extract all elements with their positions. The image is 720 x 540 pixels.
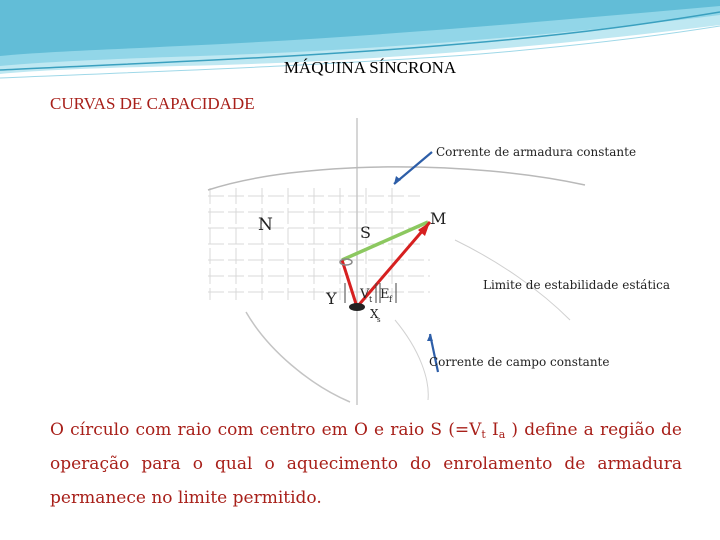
- label-ef: E: [380, 287, 390, 302]
- origin-point: [349, 303, 365, 311]
- slide-subtitle: CURVAS DE CAPACIDADE: [50, 94, 255, 113]
- label-field-constant: Corrente de campo constante: [429, 355, 610, 369]
- label-y: Y: [326, 289, 337, 308]
- label-ef-sub: f: [389, 295, 392, 304]
- label-vt-sub: t: [369, 295, 373, 304]
- para-mid: I: [485, 420, 499, 440]
- para-ia-sub: a: [498, 428, 506, 441]
- label-vt: V: [360, 287, 370, 302]
- label-xs: X: [370, 307, 379, 321]
- para-part2: ) define a região de operação para o qual o aquecimento do enrolamento de armadura permanece no limite permitido.: [50, 420, 682, 508]
- field-pointer-head: [427, 334, 433, 341]
- label-n: N: [258, 215, 273, 235]
- explanation-paragraph: [50, 413, 682, 515]
- red-vector-vt: [342, 260, 357, 307]
- armature-pointer-head: [394, 176, 401, 184]
- slide-title: MÁQUINA SÍNCRONA: [283, 58, 457, 77]
- para-vt-sub: t: [481, 428, 486, 441]
- label-armature-constant: Corrente de armadura constante: [436, 145, 637, 159]
- field-current-arc-right: [395, 320, 428, 400]
- label-stability-limit: Limite de estabilidade estática: [483, 278, 670, 292]
- diagram-grid: [208, 188, 430, 300]
- label-m: M: [430, 209, 447, 228]
- label-xs-sub: s: [377, 316, 381, 324]
- label-s: S: [360, 223, 371, 242]
- field-current-arc: [246, 312, 350, 402]
- para-part1: O círculo com raio com centro em O e raio S (=V: [50, 420, 482, 440]
